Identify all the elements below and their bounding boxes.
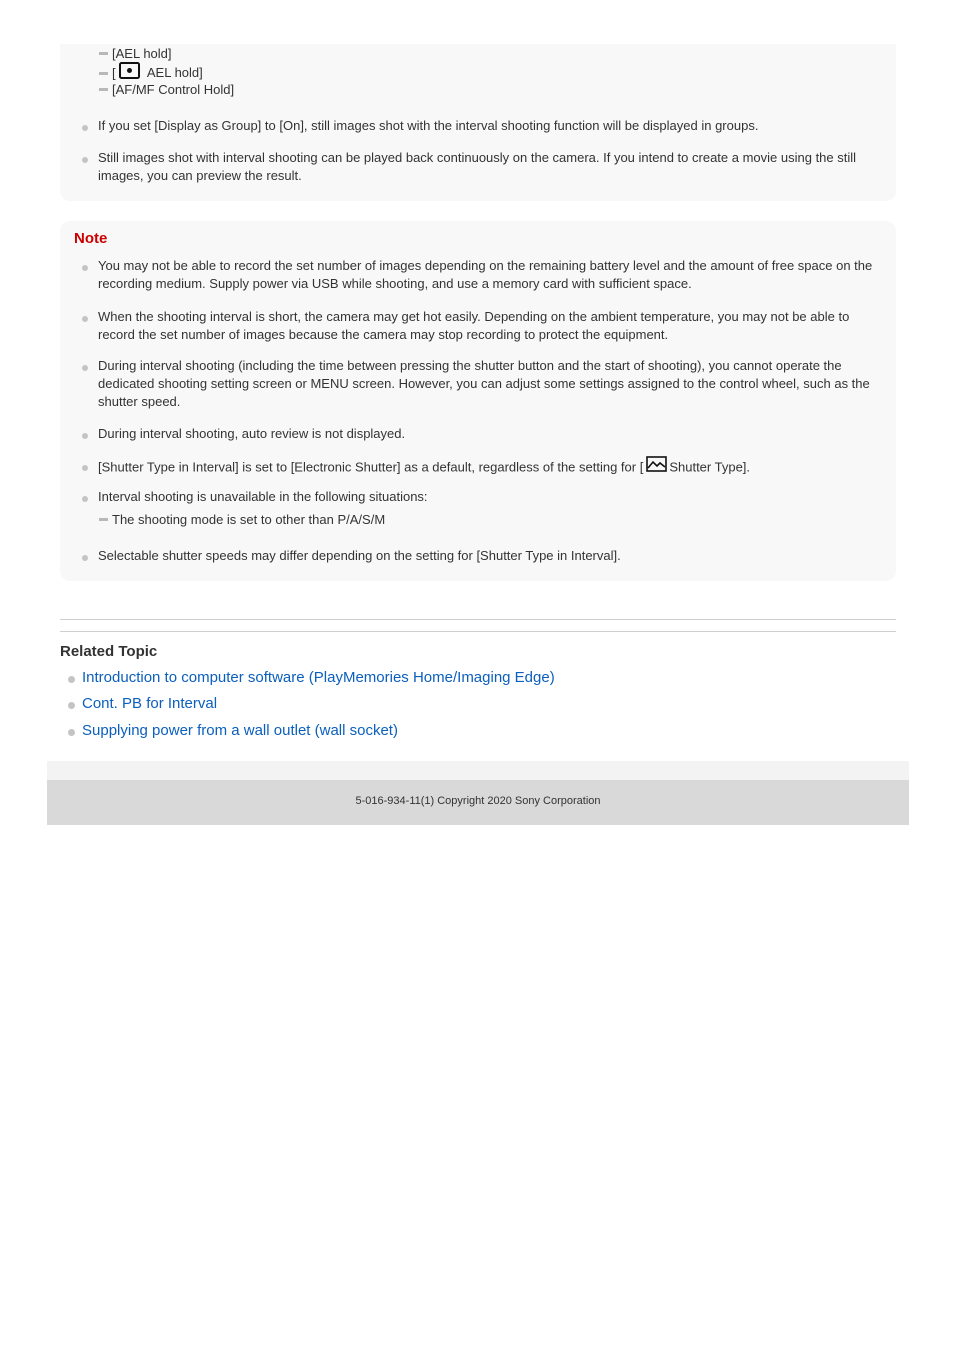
- bullet-marker: [82, 433, 88, 439]
- bullet-marker: [82, 157, 88, 163]
- divider: [60, 619, 896, 620]
- list-item: [AF/MF Control Hold]: [99, 81, 234, 99]
- note-title: Note: [74, 230, 108, 247]
- footer-spacer: [47, 761, 909, 780]
- dash-marker: [99, 52, 108, 55]
- note-text: During interval shooting (including the time between pressing the shutter button and the start of shooting), you cannot operate the dedicated shooting setting screen or MENU screen. However, you can adjust some settings assigned to the control wheel, such as the shutter speed.: [98, 358, 870, 409]
- list-item: The shooting mode is set to other than P/A/S/M: [99, 511, 385, 529]
- bullet-marker: [82, 365, 88, 371]
- note-text: During interval shooting, auto review is not displayed.: [98, 426, 406, 441]
- bullet-marker: [82, 265, 88, 271]
- dash-marker: [99, 72, 108, 75]
- bullet-marker: [68, 729, 75, 736]
- bullet-marker: [82, 125, 88, 131]
- list-item: [AEL hold]: [99, 45, 172, 63]
- note-text: Interval shooting is unavailable in the following situations:: [98, 489, 428, 504]
- bullet-marker: [68, 676, 75, 683]
- related-topic-title: Related Topic: [60, 643, 158, 660]
- bullet-text: Still images shot with interval shooting can be played back continuously on the camera. If you intend to create a movie using the still images, you can preview the result.: [98, 150, 857, 183]
- list-item: [ AEL hold]: [99, 63, 203, 85]
- dash-marker: [99, 518, 108, 521]
- note-text: When the shooting interval is short, the camera may get hot easily. Depending on the ambient temperature, you may not be able to record the set number of images because the camera may stop recording to protect the equipment.: [98, 309, 850, 342]
- footer: [47, 780, 909, 825]
- note-text: Selectable shutter speeds may differ depending on the setting for [Shutter Type in Interval].: [98, 548, 621, 563]
- related-link-wall-outlet[interactable]: Supplying power from a wall outlet (wall socket): [82, 722, 398, 739]
- related-link-cont-pb-interval[interactable]: Cont. PB for Interval: [82, 695, 218, 712]
- divider: [60, 631, 896, 632]
- bullet-marker: [82, 465, 88, 471]
- copyright-text: 5-016-934-11(1) Copyright 2020 Sony Corporation: [355, 795, 601, 807]
- bullet-marker: [82, 316, 88, 322]
- bullet-text: If you set [Display as Group] to [On], still images shot with the interval shooting function will be displayed in groups.: [98, 118, 759, 133]
- bullet-marker: [68, 702, 75, 709]
- bullet-marker: [82, 555, 88, 561]
- still-image-icon: [646, 456, 668, 478]
- bullet-marker: [82, 496, 88, 502]
- note-text: [Shutter Type in Interval] is set to [Electronic Shutter] as a default, regardless of the setting for [ Shutter Type].: [98, 457, 884, 479]
- dash-marker: [99, 88, 108, 91]
- related-link-computer-software[interactable]: Introduction to computer software (PlayMemories Home/Imaging Edge): [82, 669, 555, 686]
- note-text: You may not be able to record the set number of images depending on the remaining battery level and the amount of free space on the recording medium. Supply power via USB while shooting, and use a memory card with sufficient space.: [98, 258, 873, 291]
